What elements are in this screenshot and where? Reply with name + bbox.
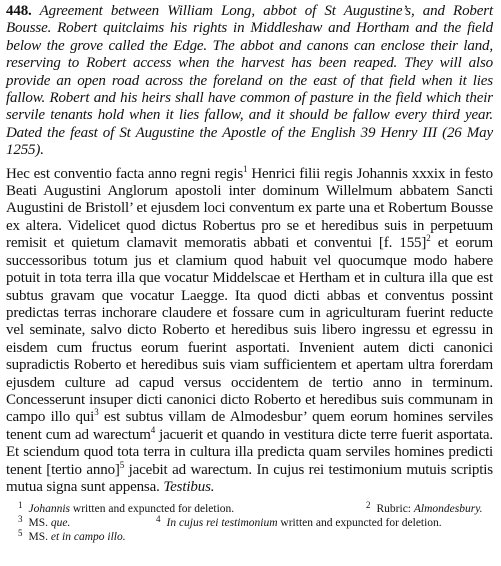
footnote-3: [18, 513, 71, 530]
entry-number: 448.: [6, 3, 32, 19]
footnote-text: written and expuncted for deletion.: [277, 517, 442, 530]
entry-summary-text: Agreement between William Long, abbot of St Augustine’s, and Robert Bousse. Robert quitclaims his rights in Middleshaw and Hortham and the field below the grove called the Edge. The abbot and canons can enclose their land, reserving to Robert access when the harvest has been reaped. They will also provide an open road across the foreland on the east of that field when it lies fallow. Robert and his heirs shall have common of pasture in the field which their servile tenants hold when it lies fallow, and it should be fallow every third year. Dated the feast of St Augustine the Apostle of the English 39 Henry III (26 May 1255).: [6, 3, 493, 159]
footnote-marker: 3: [94, 407, 99, 418]
footnote-marker: 4: [150, 424, 156, 435]
footnote-2: [366, 499, 483, 516]
footnote-number: 3: [18, 513, 23, 524]
footnote-text: MS.: [28, 531, 51, 544]
latin-text-segment: Henrici filii regis Johannis xxxix in festo Beati Augustini Anglorum apostoli inter dominum Willelmum abbatem Sancti Augustini de Bristoll’ et ejusdem loci conventum ex parte una et Robertum Bousse ex altera. Videlicet quod dictus Robertus pro se et heredibus suis in perpetuum remisit et quietum clamavit memoratis abbati et conventui [f. 155]: [6, 165, 494, 252]
footnotes: [6, 499, 493, 544]
footnote-4: [156, 513, 442, 530]
footnote-row: [6, 527, 493, 544]
footnote-row: [6, 499, 493, 516]
footnote-italic: Johannis: [28, 503, 71, 516]
latin-charter-text: [6, 163, 494, 497]
latin-text-segment: Hec est conventio facta anno regni regis: [6, 165, 244, 182]
footnote-5: [18, 527, 126, 544]
testibus-label: Testibus.: [163, 478, 215, 495]
footnote-row: [6, 513, 493, 530]
footnote-italic: et in campo illo.: [50, 531, 126, 544]
footnote-text: MS.: [28, 517, 51, 530]
footnote-marker: 2: [426, 233, 431, 244]
footnote-italic: Almondesbury.: [413, 503, 483, 516]
latin-text-segment: jacebit ad warectum. In cujus rei testimonium mutuis scriptis mutua signa sunt appensa.: [6, 461, 493, 495]
footnote-text: Rubric:: [376, 503, 414, 516]
footnote-number: 4: [156, 513, 161, 524]
footnote-marker: 1: [243, 163, 248, 174]
footnote-number: 5: [18, 527, 23, 538]
latin-text-segment: est subtus villam de Almodesbur’ quem eorum homines serviles tenent cum ad warectum: [6, 409, 494, 443]
footnote-italic: que.: [50, 517, 71, 530]
footnote-italic: In cujus rei testimonium: [166, 517, 278, 530]
footnote-number: 1: [18, 499, 23, 510]
entry-summary: [6, 3, 493, 160]
footnote-1: [18, 499, 235, 516]
footnote-number: 2: [366, 499, 371, 510]
latin-text-segment: jacuerit et quando in vestitura dicte terre fuerit asportata. Et sciendum quod tota terra in cultura illa predicta quam serviles homines predicti tenent [tertio anno]: [6, 426, 493, 478]
latin-text-segment: et eorum successoribus totum jus et clamium quod habuit vel quocumque modo habere potuit in tota terra illa que vocatur Middelscae et Hertham et in cultura illa que est subtus gravam que vocatur Laegge. Ita quod dicti abbas et conventus possint predictas terras inchorare claudere et fossare cum in agriculturam fuerint reducte vel seminate, salvo dicto Roberto et heredibus suis libero ingressu et egressu in eisdem cum fructus eorum fuerint asportati. Invenient autem dicti canonici supradictis Roberto et heredibus suis viam sufficientem et apertam ultra forerdam ejusdem culture ad capud versus occidentem de tertio anno in terminum. Concesserunt insuper dicti canonici dicto Roberto et heredibus suis communam in campo illo qui: [6, 235, 493, 426]
footnote-text: written and expuncted for deletion.: [70, 503, 235, 516]
footnote-marker: 5: [119, 459, 125, 470]
